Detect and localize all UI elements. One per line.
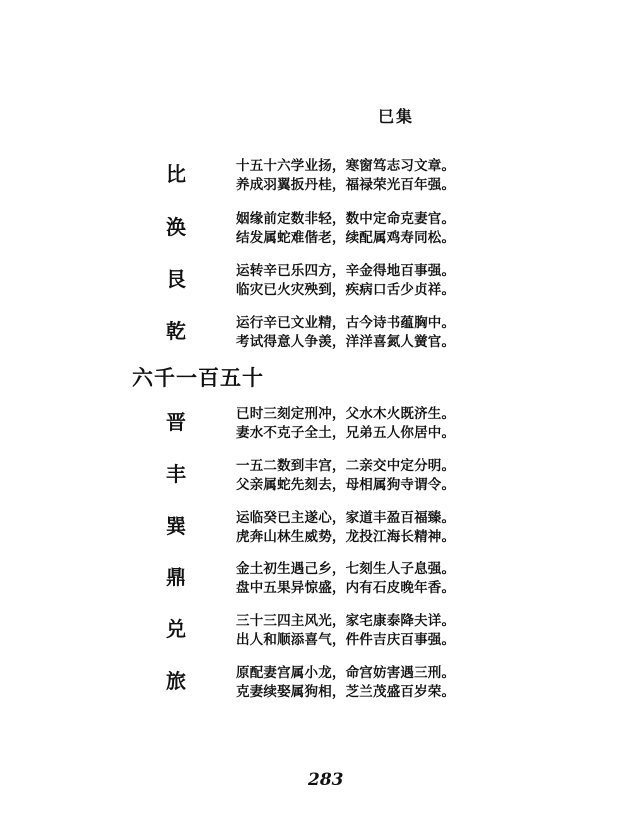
hexagram-name: 涣	[166, 215, 186, 239]
verse-line: 克妻续娶属狗相，芝兰茂盛百岁荣。	[236, 684, 456, 700]
hexagram-name: 比	[166, 162, 186, 186]
verse-line: 考试得意人争羡，洋洋喜氮人黉官。	[236, 334, 456, 350]
verse-line: 妻水不克子全土，兄弟五人你居中。	[236, 425, 456, 441]
verse-line: 金土初生遇己乡，七刻生人子息强。	[236, 561, 456, 577]
verse-entry	[0, 661, 640, 705]
hexagram-name: 旅	[166, 669, 186, 693]
verse-line: 父亲属蛇先刻去，母相属狗寺谓令。	[236, 477, 456, 493]
verse-line: 一五二数到丰宫，二亲交中定分明。	[236, 458, 456, 474]
hexagram-name: 鼎	[166, 565, 186, 589]
verse-line: 盘中五果异惊盛，内有石皮晚年香。	[236, 580, 456, 596]
page-header: 巳集	[378, 107, 415, 126]
verse-line: 姻缘前定数非轻，数中定命克妻官。	[236, 211, 456, 227]
hexagram-name: 乾	[166, 319, 186, 343]
verse-line: 三十三四主风光，家宅康泰降夫详。	[236, 613, 456, 629]
verse-entry	[0, 311, 640, 355]
hexagram-name: 巽	[166, 514, 186, 538]
verse-entry	[0, 506, 640, 550]
hexagram-name: 兑	[166, 617, 186, 641]
verse-entry	[0, 454, 640, 498]
verse-entry	[0, 557, 640, 601]
verse-line: 临灾已火灾殃到，疾病口舌少贞祥。	[236, 282, 456, 298]
verse-entry	[0, 154, 640, 198]
hexagram-name: 艮	[166, 267, 186, 291]
verse-line: 运转辛已乐四方，辛金得地百事强。	[236, 263, 456, 279]
verse-entry	[0, 402, 640, 446]
verse-line: 十五十六学业扬，寒窗笃志习文章。	[236, 158, 456, 174]
verse-line: 原配妻宫属小龙，命宫妨害遇三刑。	[236, 665, 456, 681]
verse-line: 已时三刻定刑冲，父水木火既济生。	[236, 406, 456, 422]
hexagram-name: 丰	[166, 462, 186, 486]
verse-entry	[0, 609, 640, 653]
verse-line: 出人和顺添喜气，件件吉庆百事强。	[236, 632, 456, 648]
page-number: 283	[308, 770, 344, 790]
verse-line: 结发属蛇难偕老，续配属鸡寿同松。	[236, 230, 456, 246]
section-title: 六千一百五十	[132, 365, 264, 390]
verse-line: 养成羽翼扳丹桂，福禄荣光百年强。	[236, 177, 456, 193]
verse-entry	[0, 207, 640, 251]
verse-line: 运临癸已主遂心，家道丰盈百福臻。	[236, 510, 456, 526]
verse-entry	[0, 259, 640, 303]
verse-line: 运行辛已文业精，古今诗书蕴胸中。	[236, 315, 456, 331]
hexagram-name: 晋	[166, 410, 186, 434]
verse-line: 虎奔山林生威势，龙投江海长精神。	[236, 529, 456, 545]
